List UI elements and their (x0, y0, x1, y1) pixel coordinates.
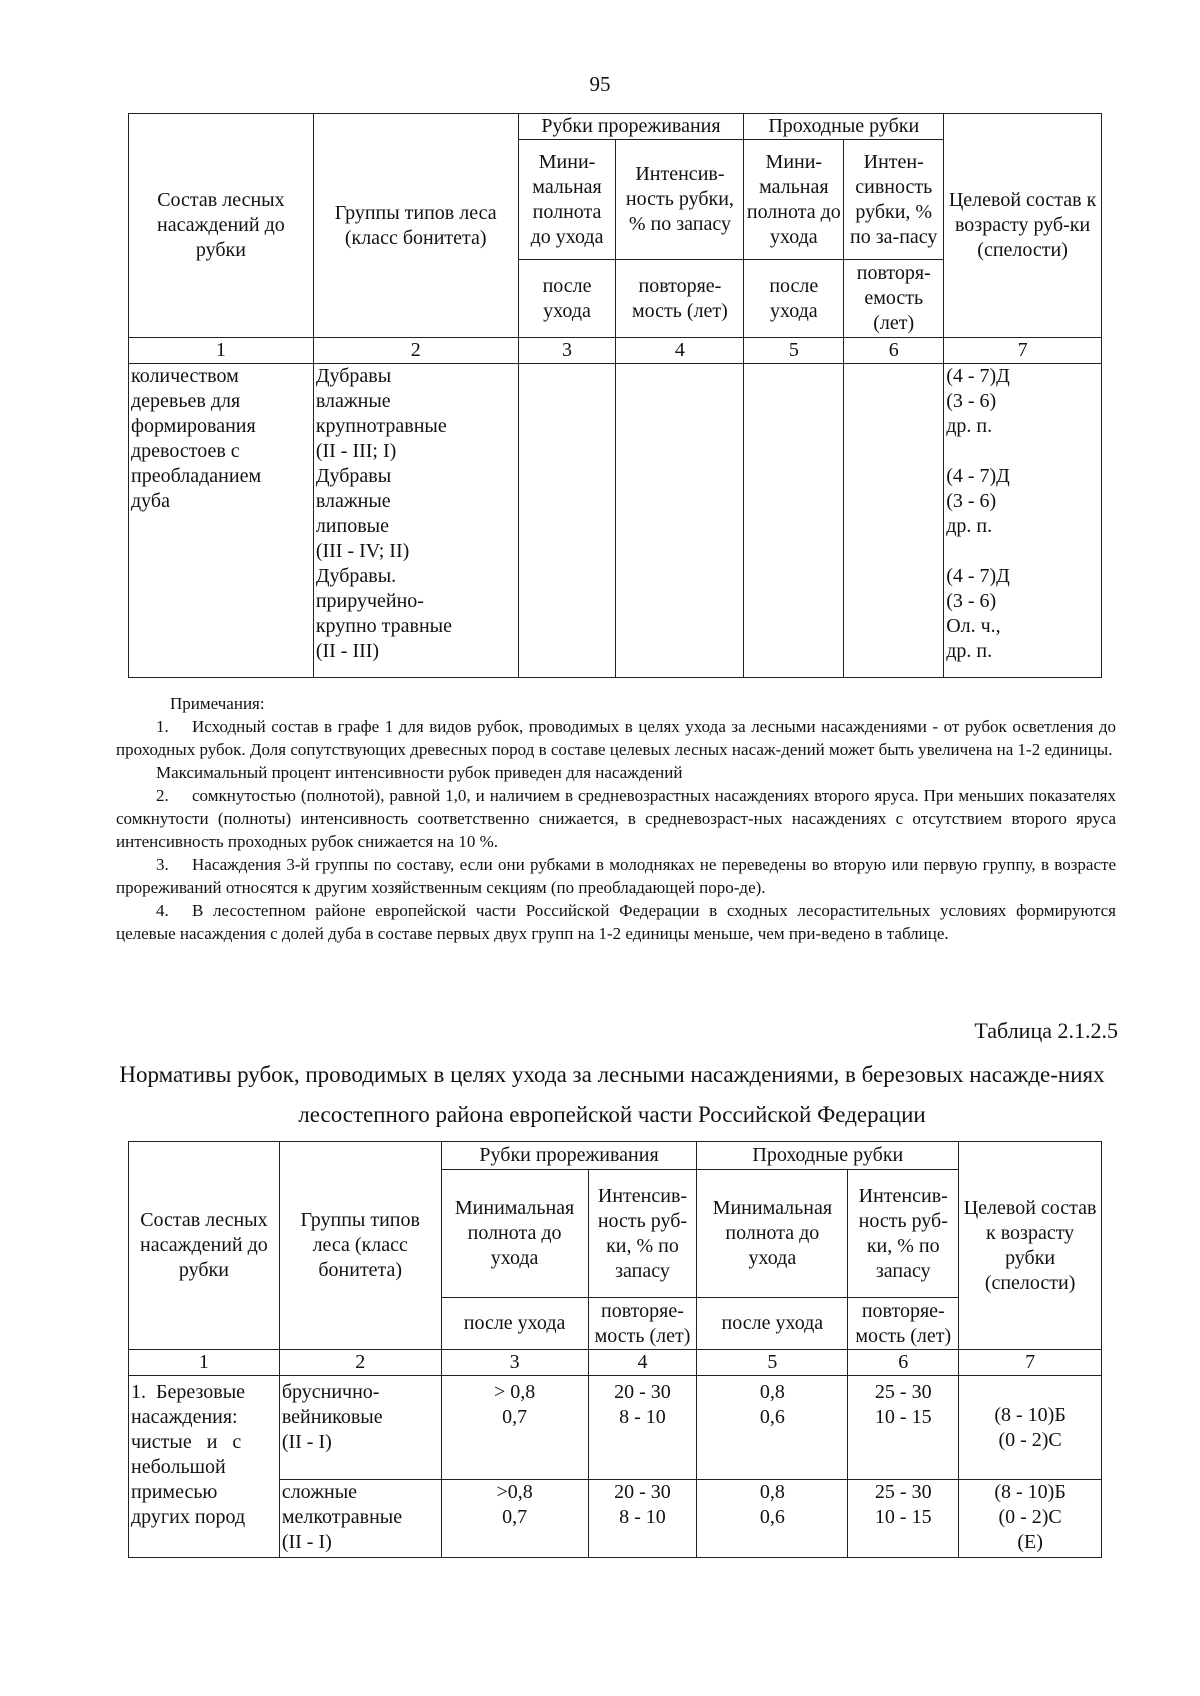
note-number: 1. (156, 717, 169, 736)
column-number: 4 (616, 338, 744, 364)
header-repeat-2: повторяе-мость (лет) (848, 1298, 959, 1350)
text-line: древостоев с (131, 440, 240, 462)
header-min-density: Минимальная полнота до ухода (441, 1170, 588, 1298)
text-line: 0,8 (759, 1381, 785, 1403)
forest-type-cell (279, 1480, 441, 1558)
column-number: 3 (441, 1350, 588, 1376)
text-line: влажные (315, 390, 391, 412)
header-composition: Состав лесных насаждений до рубки (129, 114, 314, 338)
text-line: примесью (131, 1481, 218, 1503)
min-density-cell (441, 1376, 588, 1480)
text-line: (8 - 10)Б (994, 1403, 1066, 1426)
text-line: 0,7 (502, 1506, 528, 1528)
text-line: (8 - 10)Б (994, 1481, 1066, 1503)
text-line: крупнотравные (315, 415, 447, 437)
min-density-cell-2 (697, 1376, 848, 1480)
header-target: Целевой состав к возрасту рубки (спелости) (959, 1142, 1102, 1350)
header-intensity: Интенсив-ность рубки, % по запасу (616, 140, 744, 260)
column-number: 1 (129, 338, 314, 364)
text-line: (3 - 6) (946, 590, 997, 612)
intensity-cell (588, 1376, 697, 1480)
text-line: 10 - 15 (874, 1506, 932, 1528)
spacer (946, 539, 1099, 564)
text-line: >0,8 (496, 1481, 533, 1503)
text-line: количеством (131, 365, 239, 387)
text-line: 25 - 30 (874, 1381, 932, 1403)
note-3 (116, 853, 1116, 899)
note-number: 2. (156, 786, 169, 805)
column-number: 6 (844, 338, 944, 364)
empty-cell (844, 364, 944, 678)
column-number: 3 (518, 338, 616, 364)
text-line: 1. Березовые (131, 1381, 246, 1403)
header-intensity-2: Интенсив-ность руб-ки, % по запасу (848, 1170, 959, 1298)
text-line: чистые и с (131, 1431, 242, 1453)
text-line: (0 - 2)С (998, 1428, 1062, 1451)
intensity-cell (588, 1480, 697, 1558)
text-line: (II - I) (281, 1431, 332, 1453)
note-2-intro: Максимальный процент интенсивности рубок приведен для насаждений (156, 763, 683, 782)
text-line: приручейно- (315, 590, 424, 612)
column-number: 2 (313, 338, 518, 364)
text-line: 20 - 30 (614, 1381, 671, 1403)
text-line: (Е) (1017, 1531, 1043, 1553)
forest-type-cell (279, 1376, 441, 1480)
text-line: липовые (315, 515, 389, 537)
text-line: > 0,8 (493, 1381, 536, 1403)
text-line: 8 - 10 (619, 1506, 666, 1528)
note-number: 3. (156, 855, 169, 874)
note-1 (116, 715, 1116, 761)
column-number: 1 (129, 1350, 280, 1376)
header-forest-type: Группы типов леса (класс бонитета) (279, 1142, 441, 1350)
notes-block (116, 692, 1116, 945)
text-line: (4 - 7)Д (946, 365, 1010, 387)
header-after-care-2: после ухода (697, 1298, 848, 1350)
text-line: Дубравы (315, 365, 392, 387)
text-line: (4 - 7)Д (946, 565, 1010, 587)
header-min-density-2: Минимальная полнота до ухода (697, 1170, 848, 1298)
header-intensity: Интенсив-ность руб-ки, % по запасу (588, 1170, 697, 1298)
target-composition-cell (959, 1480, 1102, 1558)
note-text: В лесостепном районе европейской части Российской Федерации в сходных лесорастительных условиях формируются целевые насаждения с долей дуба в составе первых двух групп на 1-2 единицы меньше, чем при-ведено в таблице. (116, 901, 1116, 943)
text-line: 25 - 30 (874, 1481, 932, 1503)
text-line: мелкотравные (281, 1506, 403, 1528)
text-line: 0,8 (759, 1481, 785, 1503)
empty-cell (616, 364, 744, 678)
text-line: других пород (131, 1506, 246, 1528)
text-line: бруснично- (281, 1381, 380, 1403)
text-line: насаждения: (131, 1406, 238, 1428)
page-number: 95 (589, 72, 611, 96)
empty-cell (744, 364, 844, 678)
target-composition-cell (959, 1376, 1102, 1480)
header-intensity-2: Интен-сивность рубки, % по за-пасу (844, 140, 944, 260)
header-after-care-2: после ухода (744, 260, 844, 338)
target-composition-cell (944, 364, 1102, 678)
header-passing: Проходные рубки (697, 1142, 959, 1170)
min-density-cell (441, 1480, 588, 1558)
text-line: др. п. (946, 515, 993, 537)
header-thinning: Рубки прореживания (441, 1142, 697, 1170)
text-line: 10 - 15 (874, 1406, 932, 1428)
text-line: небольшой (131, 1456, 226, 1478)
text-line: 8 - 10 (619, 1406, 666, 1428)
note-text: Насаждения 3-й группы по составу, если они рубками в молодняках не переведены во вторую или первую группу, в возрасте прореживаний относятся к другим хозяйственным секциям (по преобладающей поро-де). (116, 855, 1116, 897)
note-text: сомкнутостью (полнотой), равной 1,0, и наличием в средневозрастных насаждениях второго яруса. При меньших показателях сомкнутости (полноты) интенсивность соответственно снижается, в средневозраст-ных насаждениях с отсутствием второго яруса интенсивность проходных рубок снижается на 10 %. (116, 786, 1116, 851)
note-number: 4. (156, 901, 169, 920)
text-line: 0,6 (759, 1506, 785, 1528)
column-number: 6 (848, 1350, 959, 1376)
header-after-care: после ухода (441, 1298, 588, 1350)
header-repeat-2: повторя-емость (лет) (844, 260, 944, 338)
column-number: 5 (744, 338, 844, 364)
column-number: 5 (697, 1350, 848, 1376)
text-line: (II - III) (315, 640, 380, 662)
text-line: сложные (281, 1481, 358, 1503)
header-repeat: повторяе-мость (лет) (616, 260, 744, 338)
text-line: влажные (315, 490, 391, 512)
text-line: 20 - 30 (614, 1481, 671, 1503)
table-title: Нормативы рубок, проводимых в целях ухода за лесными насаждениями, в березовых насажде-ниях лесостепного района европейской части Российской Федерации (119, 1062, 1105, 1127)
min-density-cell-2 (697, 1480, 848, 1558)
composition-cell (129, 1376, 280, 1558)
text-line: вейниковые (281, 1406, 383, 1428)
text-line: др. п. (946, 640, 993, 662)
text-line: деревьев для (131, 390, 241, 412)
column-number: 4 (588, 1350, 697, 1376)
table-number: Таблица 2.1.2.5 (974, 1018, 1118, 1043)
header-min-density-2: Мини-мальная полнота до ухода (744, 140, 844, 260)
forest-type-cell (313, 364, 518, 678)
birch-standards-table (128, 1141, 1102, 1558)
header-passing: Проходные рубки (744, 114, 944, 140)
text-line: (0 - 2)С (998, 1506, 1062, 1528)
text-line: Дубравы (315, 465, 392, 487)
header-min-density: Мини-мальная полнота до ухода (518, 140, 616, 260)
text-line: 0,7 (502, 1406, 528, 1428)
spacer (946, 439, 1099, 464)
text-line: (II - I) (281, 1531, 332, 1553)
text-line: крупно травные (315, 615, 452, 637)
text-line: Дубравы. (315, 565, 397, 587)
composition-cell (129, 364, 314, 678)
text-line: Ол. ч., (946, 615, 1001, 637)
text-line: преобладанием (131, 465, 262, 487)
text-line: (3 - 6) (946, 490, 997, 512)
note-4 (116, 899, 1116, 945)
intensity-cell-2 (848, 1480, 959, 1558)
header-thinning: Рубки прореживания (518, 114, 744, 140)
header-forest-type: Группы типов леса (класс бонитета) (313, 114, 518, 338)
text-line: (3 - 6) (946, 390, 997, 412)
text-line: дуба (131, 490, 170, 512)
header-composition: Состав лесных насаждений до рубки (129, 1142, 280, 1350)
text-line: (II - III; I) (315, 440, 397, 462)
column-number: 2 (279, 1350, 441, 1376)
column-number: 7 (944, 338, 1102, 364)
text-line: 0,6 (759, 1406, 785, 1428)
note-text: Исходный состав в графе 1 для видов рубок, проводимых в целях ухода за лесными насаждениями - от рубок осветления до проходных рубок. Доля сопутствующих древесных пород в составе целевых лесных насаж-дений может быть увеличена на 1-2 единицы. (116, 717, 1116, 759)
header-after-care: после ухода (518, 260, 616, 338)
text-line: (4 - 7)Д (946, 465, 1010, 487)
header-repeat: повторяе-мость (лет) (588, 1298, 697, 1350)
column-number: 7 (959, 1350, 1102, 1376)
text-line: др. п. (946, 415, 993, 437)
note-2 (116, 784, 1116, 853)
header-target: Целевой состав к возрасту руб-ки (спелости) (944, 114, 1102, 338)
text-line: (III - IV; II) (315, 540, 410, 562)
intensity-cell-2 (848, 1376, 959, 1480)
oak-standards-table (128, 113, 1102, 678)
text-line: формирования (131, 415, 256, 437)
empty-cell (518, 364, 616, 678)
notes-title: Примечания: (170, 694, 265, 713)
